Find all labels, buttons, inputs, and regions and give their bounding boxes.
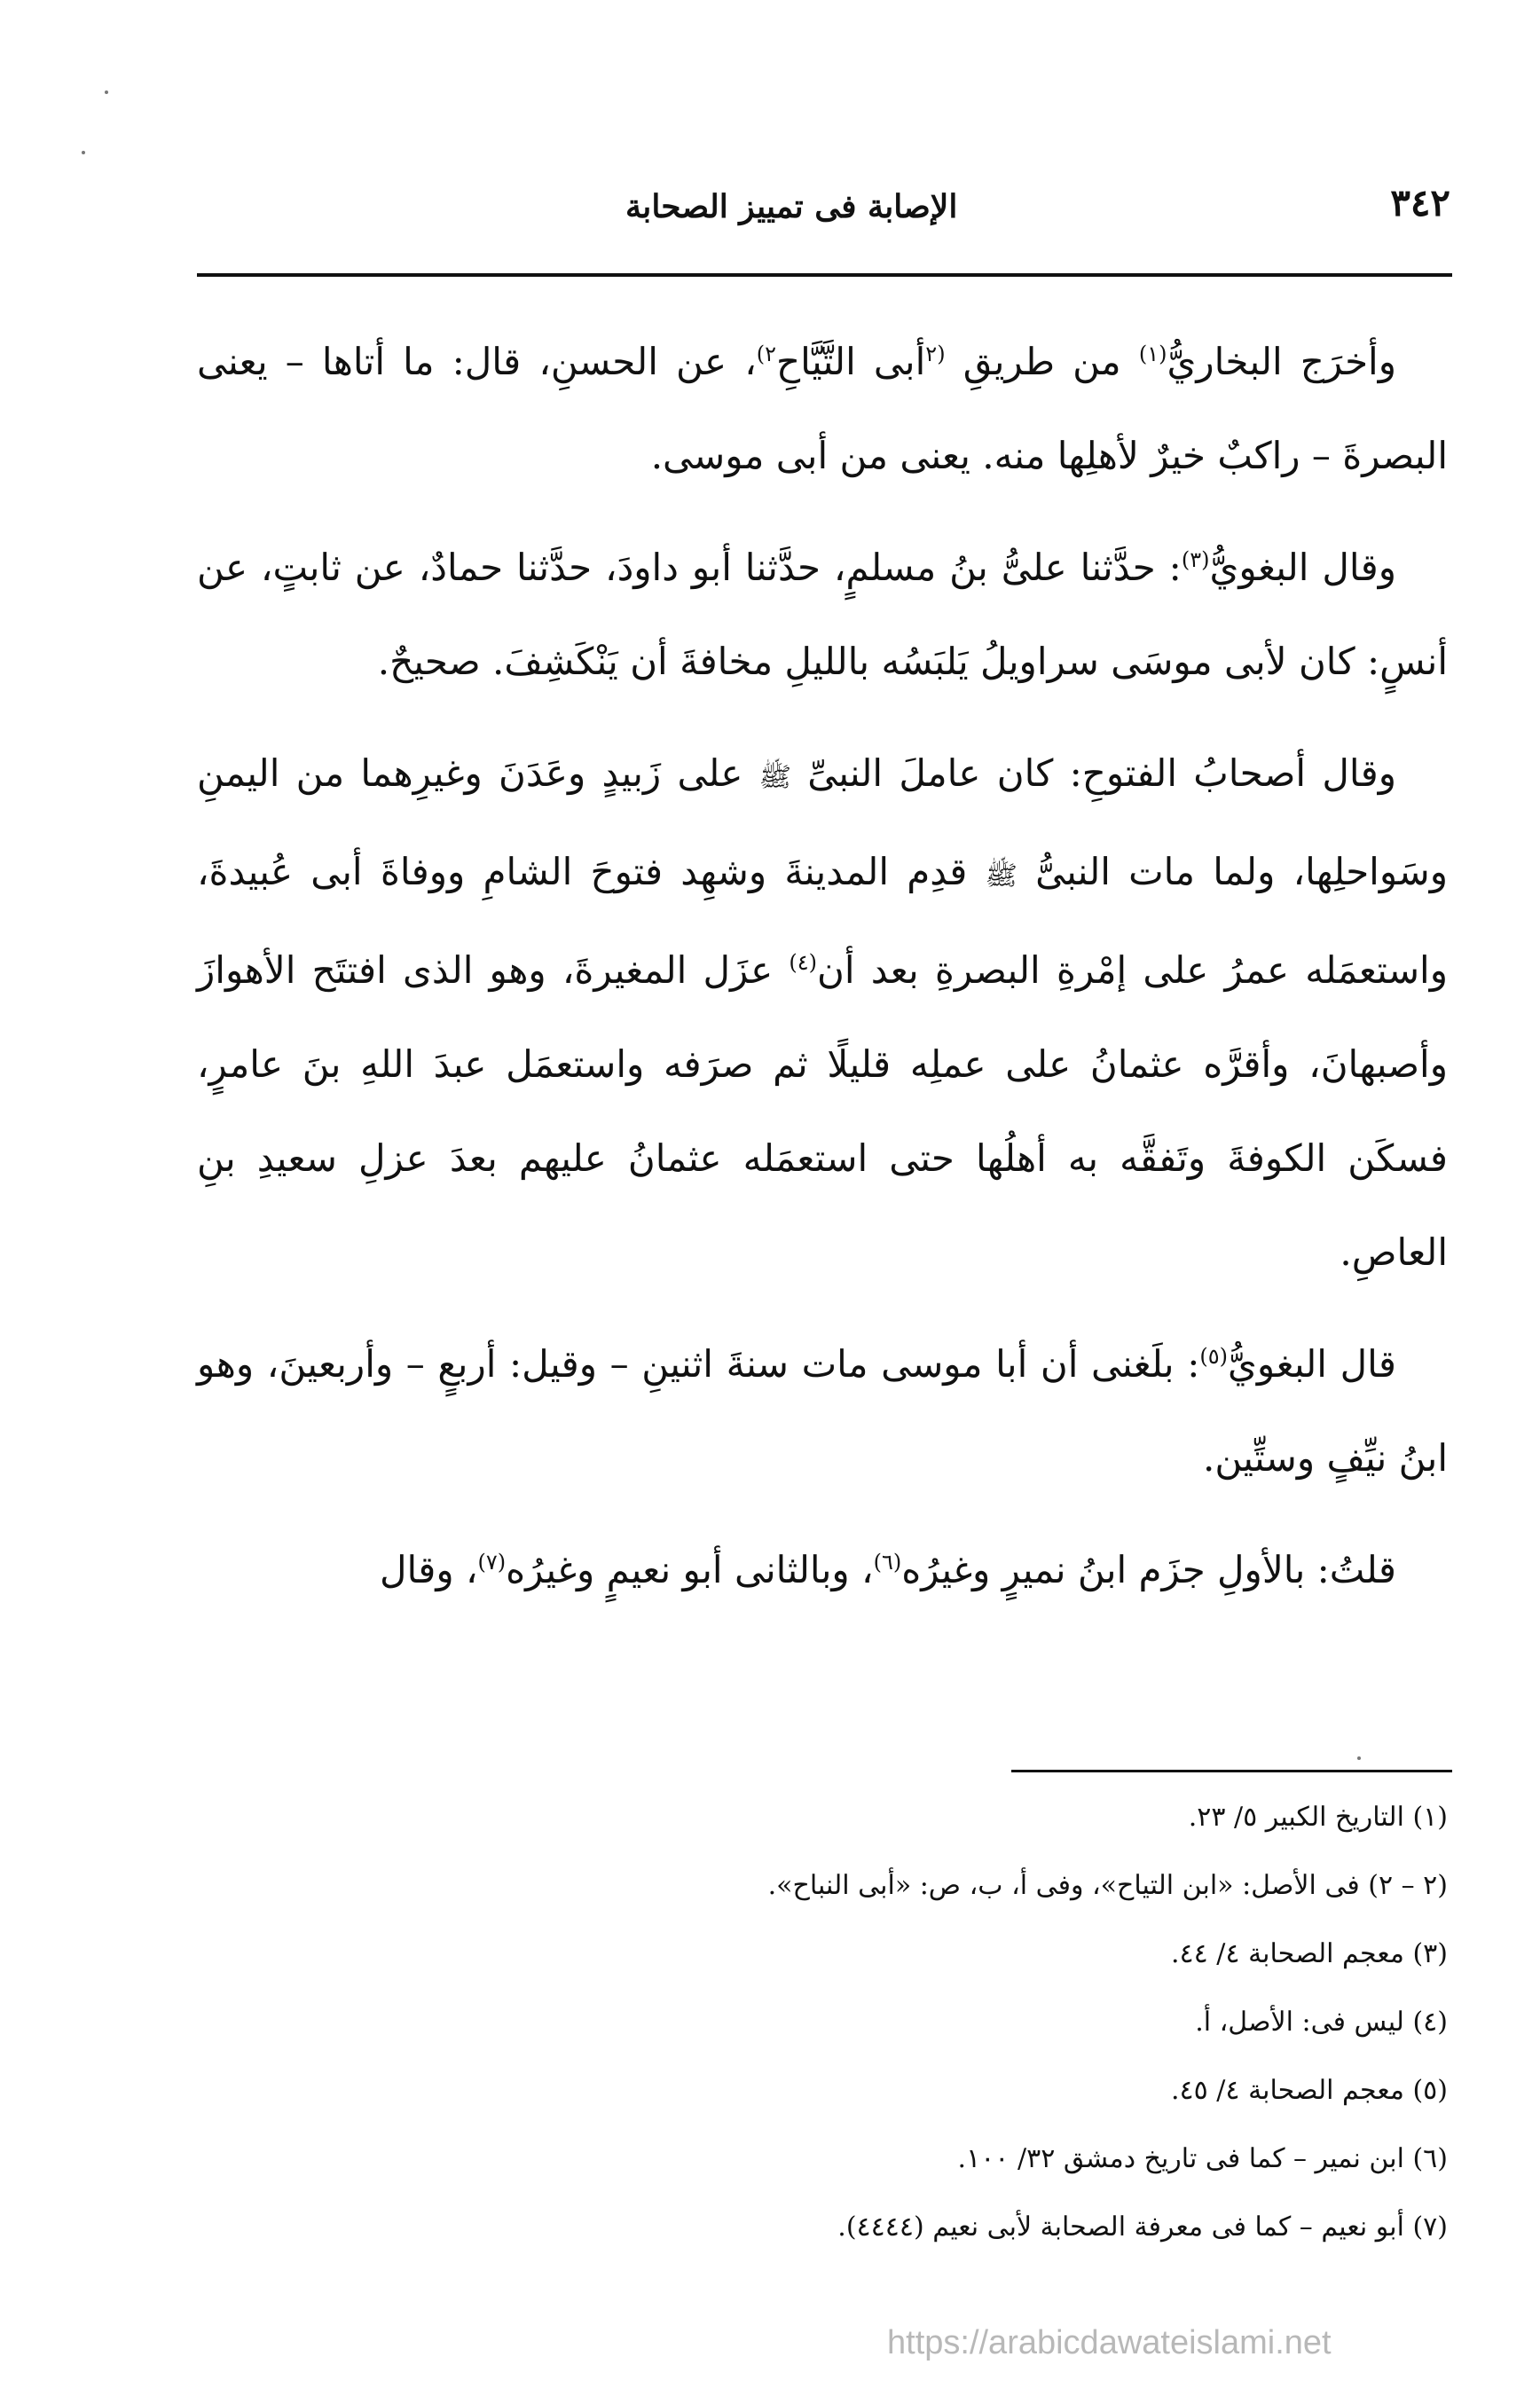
text-run: على زَبيدٍ وعَدَنَ وغيرِهما من اليمنِ وسَواحلِها، ولما مات النبىُّ (197, 751, 1448, 893)
footnote-separator (1011, 1770, 1452, 1772)
main-text (197, 315, 1448, 1635)
header-rule (197, 273, 1452, 277)
text-run: ، وبالثانى أبو نعيمٍ وغيرُه (506, 1548, 874, 1591)
footnote-reference: (١) (1138, 342, 1167, 366)
paragraph (197, 1317, 1448, 1505)
text-run: قدِم المدينةَ وشهِد فتوحَ الشامِ ووفاةَ أبى عُبيدةَ، واستعمَله عمرُ على إمْرةِ البصرةِ بعد أن (197, 850, 1448, 992)
text-run: : حدَّثنا علىُّ بنُ مسلمٍ، حدَّثنا أبو داودَ، حدَّثنا حمادٌ، عن ثابتٍ، عن أنسٍ: كان لأبى موسَى سراويلُ يَلبَسُه بالليلِ مخافةَ أن يَنْكَشِفَ. صحيحٌ. (197, 546, 1448, 683)
scan-speck (1357, 1756, 1361, 1760)
text-run: وقال البغويُّ (1209, 546, 1396, 589)
text-run: ، عن الحسنِ، قال: ما أتاها – يعنى البصرةَ – راكبٌ خيرٌ لأهلِها منه. يعنى من أبى موسى. (197, 340, 1448, 477)
paragraph (197, 1523, 1448, 1617)
text-run: قال البغويُّ (1228, 1342, 1396, 1386)
text-run: : بلَغنى أن أبا موسى مات سنةَ اثنينِ – وقيل: أربعٍ – وأربعينَ، وهو ابنُ نيِّفٍ وستِّين. (197, 1342, 1448, 1480)
scan-speck (105, 90, 108, 94)
footnote-reference: (٥) (1199, 1344, 1228, 1369)
page-number: ٣٤٢ (1390, 181, 1450, 224)
text-run: قلتُ: بالأولِ جزَم ابنُ نميرٍ وغيرُه (901, 1548, 1396, 1591)
page-header (200, 177, 1450, 248)
paragraph (197, 521, 1448, 709)
footnote-reference: (٤) (789, 950, 818, 975)
footnotes (197, 1783, 1448, 2261)
footnote-item: (٣) معجم الصحابة ٤/ ٤٤. (1170, 1938, 1448, 1969)
footnote-reference: (٣) (1181, 547, 1210, 572)
footnote-reference: ٢) (756, 342, 777, 366)
text-run: من طريقِ (945, 340, 1139, 383)
salawat-glyph: ﷺ (985, 860, 1018, 892)
footnote-item: (٦) ابن نمير – كما فى تاريخ دمشق ٣٢/ ١٠٠. (957, 2143, 1448, 2174)
text-run: عزَل المغيرةَ، وهو الذى افتتَح الأهوازَ وأصبهانَ، وأقرَّه عثمانُ على عملِه قليلًا ثم صرَفه واستعمَل عبدَ اللهِ بنَ عامرٍ، فسكَن الكوفةَ وتَفقَّه به أهلُها حتى استعمَله عثمانُ عليهم بعدَ عزلِ سعيدِ بنِ العاصِ. (197, 948, 1448, 1274)
footnote-item: (٤) ليس فى: الأصل، أ. (1195, 2007, 1448, 2038)
paragraph (197, 727, 1448, 1300)
text-run: وقال أصحابُ الفتوحِ: كان عاملَ النبىِّ (790, 751, 1396, 795)
footnote-reference: (٧) (477, 1550, 507, 1575)
watermark-url: https://arabicdawateislami.net (887, 2324, 1332, 2361)
footnote-item: (٧) أبو نعيم – كما فى معرفة الصحابة لأبى نعيم (٤٤٤٤). (837, 2212, 1448, 2243)
footnote-item: (٥) معجم الصحابة ٤/ ٤٥. (1170, 2075, 1448, 2106)
footnote-item: (١) التاريخ الكبير ٥/ ٢٣. (1188, 1802, 1448, 1833)
text-run: وأخرَج البخاريُّ (1167, 340, 1397, 383)
footnote-reference: (٦) (873, 1550, 902, 1575)
footnote-reference: (٢ (925, 342, 946, 366)
scan-speck (82, 151, 85, 154)
footnote-item: (٢ – ٢) فى الأصل: «ابن التياح»، وفى أ، ب، ص: «أبى النباح». (767, 1870, 1448, 1901)
salawat-glyph: ﷺ (758, 762, 791, 793)
text-run: أبى التَّيَّاحِ (776, 340, 926, 383)
paragraph (197, 315, 1448, 503)
running-title: الإصابة فى تمييز الصحابة (625, 188, 958, 225)
text-run: ، وقال (379, 1548, 478, 1591)
